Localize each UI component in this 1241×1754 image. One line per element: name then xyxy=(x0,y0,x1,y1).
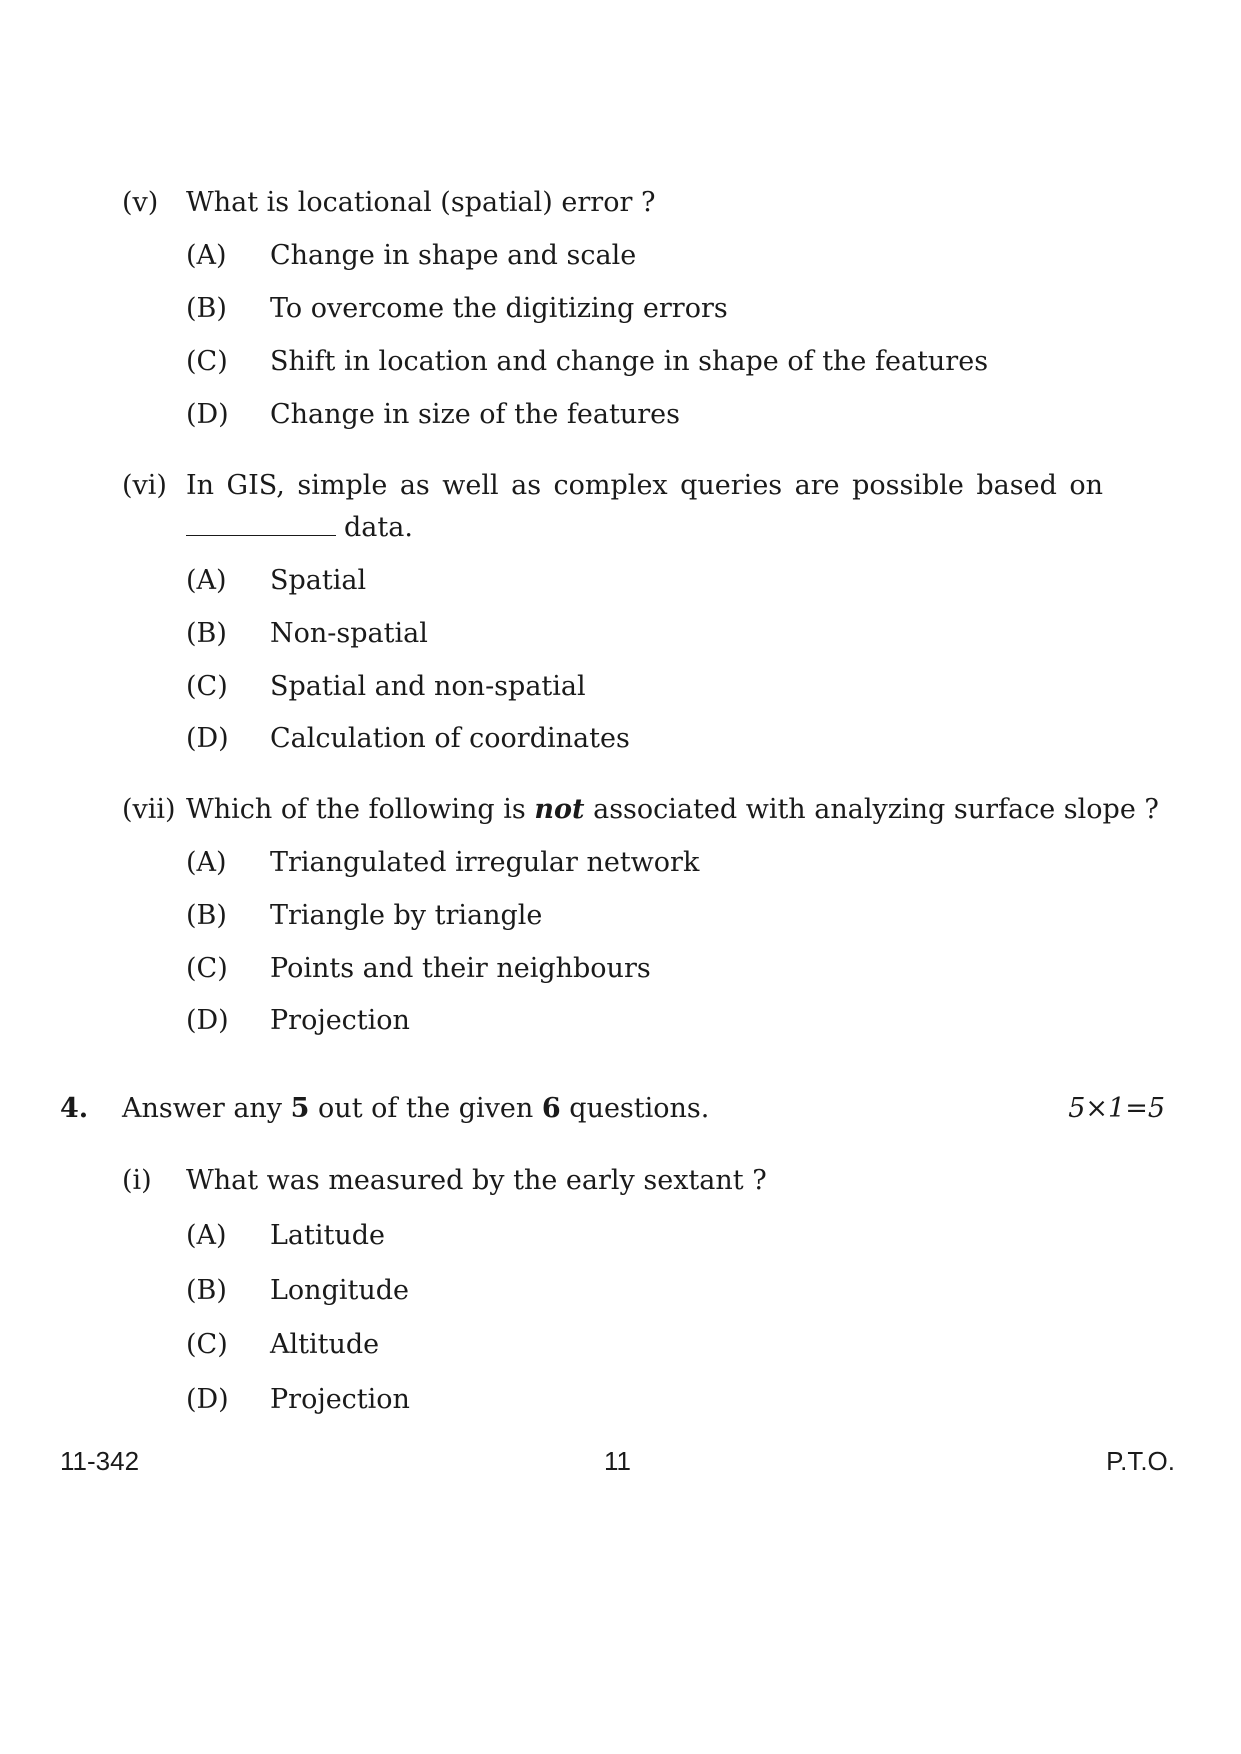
instruction-text: Answer any xyxy=(122,1093,283,1124)
option-label: (D) xyxy=(186,723,229,754)
instruction-text: questions. xyxy=(569,1093,710,1124)
question-number: (vii) xyxy=(122,794,176,825)
option-text: Longitude xyxy=(270,1275,409,1306)
option-label: (C) xyxy=(186,346,228,377)
question-text-continued xyxy=(186,512,413,544)
fill-in-blank xyxy=(186,513,336,536)
question-number: (i) xyxy=(122,1165,152,1196)
question-text xyxy=(186,794,1159,826)
option-label: (B) xyxy=(186,1275,227,1306)
option-label: (B) xyxy=(186,900,227,931)
option-text: Change in shape and scale xyxy=(270,240,637,271)
please-turn-over: P.T.O. xyxy=(1106,1446,1175,1476)
option-text: Shift in location and change in shape of the features xyxy=(270,346,989,377)
instruction-text: out of the given xyxy=(318,1093,534,1124)
section-instruction xyxy=(122,1093,709,1125)
page-number: 11 xyxy=(604,1446,631,1476)
option-label: (B) xyxy=(186,293,227,324)
option-label: (D) xyxy=(186,1005,229,1036)
option-label: (C) xyxy=(186,1329,228,1360)
option-text: Spatial and non-spatial xyxy=(270,671,586,702)
question-number: (v) xyxy=(122,187,159,218)
option-label: (D) xyxy=(186,399,229,430)
option-label: (B) xyxy=(186,618,227,649)
option-text: Triangle by triangle xyxy=(270,900,543,931)
question-text: What was measured by the early sextant ? xyxy=(186,1165,767,1196)
question-text: What is locational (spatial) error ? xyxy=(186,187,656,218)
instruction-count: 5 xyxy=(290,1093,310,1124)
question-text-tail: data. xyxy=(344,512,413,543)
paper-code: 11-342 xyxy=(60,1446,140,1476)
question-text-post: associated with analyzing surface slope ? xyxy=(593,794,1159,825)
question-number-main: 4. xyxy=(60,1093,89,1124)
option-text: Altitude xyxy=(270,1329,380,1360)
option-label: (C) xyxy=(186,953,228,984)
option-label: (C) xyxy=(186,671,228,702)
option-text: Change in size of the features xyxy=(270,399,680,430)
question-text-emphasis: not xyxy=(534,794,585,825)
option-label: (A) xyxy=(186,847,227,878)
option-text: Projection xyxy=(270,1005,410,1036)
option-label: (A) xyxy=(186,1220,227,1251)
option-label: (D) xyxy=(186,1384,229,1415)
option-text: Calculation of coordinates xyxy=(270,723,630,754)
option-text: Latitude xyxy=(270,1220,386,1251)
question-text-pre: Which of the following is xyxy=(186,794,526,825)
option-text: Triangulated irregular network xyxy=(270,847,700,878)
option-text: Points and their neighbours xyxy=(270,953,651,984)
option-text: Projection xyxy=(270,1384,410,1415)
question-text: In GIS, simple as well as complex queries are possible based on xyxy=(186,470,1103,501)
question-number: (vi) xyxy=(122,470,167,501)
instruction-total: 6 xyxy=(541,1093,561,1124)
option-text: Non-spatial xyxy=(270,618,428,649)
option-label: (A) xyxy=(186,565,227,596)
option-text: Spatial xyxy=(270,565,367,596)
marks-allocation: 5×1=5 xyxy=(1068,1093,1165,1124)
option-text: To overcome the digitizing errors xyxy=(270,293,728,324)
option-label: (A) xyxy=(186,240,227,271)
